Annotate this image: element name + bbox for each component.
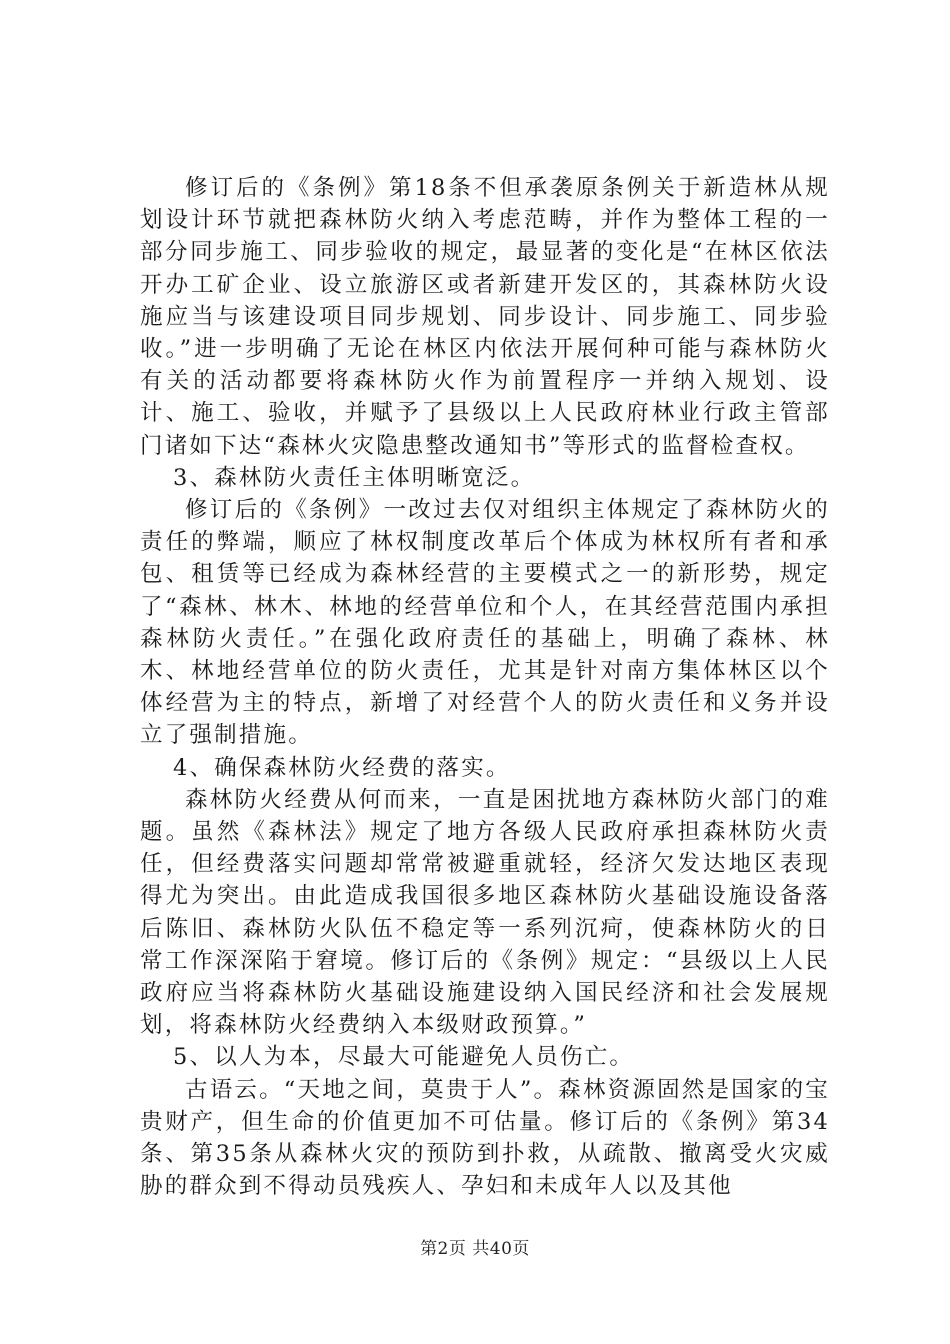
page-number-footer: 第2页 共40页 xyxy=(420,1239,530,1259)
paragraph: 修订后的《条例》一改过去仅对组织主体规定了森林防火的责任的弊端，顺应了林权制度改革后个体成为林权所有者和承包、租赁等已经成为森林经营的主要模式之一的新形势，规定了“森林、林木、林地的经营单位和个人，在其经营范围内承担森林防火责任。”在强化政府责任的基础上，明确了森林、林木、林地经营单位的防火责任，尤其是针对南方集体林区以个体经营为主的特点，新增了对经营个人的防火责任和义务并设立了强制措施。 xyxy=(140,497,830,749)
section-heading: 5、以人为本，尽最大可能避免人员伤亡。 xyxy=(173,1044,635,1071)
section-heading: 3、森林防火责任主体明晰宽泛。 xyxy=(173,464,536,491)
paragraph: 森林防火经费从何而来，一直是困扰地方森林防火部门的难题。虽然《森林法》规定了地方各级人民政府承担森林防火责任，但经费落实问题却常常被避重就轻，经济欠发达地区表现得尤为突出。由此造成我国很多地区森林防火基础设施设备落后陈旧、森林防火队伍不稳定等一系列沉疴，使森林防火的日常工作深深陷于窘境。修订后的《条例》规定：“县级以上人民政府应当将森林防火基础设施建设纳入国民经济和社会发展规划，将森林防火经费纳入本级财政预算。” xyxy=(140,786,830,1039)
paragraph: 修订后的《条例》第18条不但承袭原条例关于新造林从规划设计环节就把森林防火纳入考虑范畴，并作为整体工程的一部分同步施工、同步验收的规定，最显著的变化是“在林区依法开办工矿企业、设立旅游区或者新建开发区的，其森林防火设施应当与该建设项目同步规划、同步设计、同步施工、同步验收。”进一步明确了无论在林区内依法开展何种可能与森林防火有关的活动都要将森林防火作为前置程序一并纳入规划、设计、施工、验收，并赋予了县级以上人民政府林业行政主管部门诸如下达“森林火灾隐患整改通知书”等形式的监督检查权。 xyxy=(140,175,830,459)
paragraph: 古语云。“天地之间，莫贵于人”。森林资源固然是国家的宝贵财产，但生命的价值更加不可估量。修订后的《条例》第34条、第35条从森林火灾的预防到扑救，从疏散、撤离受火灾威胁的群众到不得动员残疾人、孕妇和未成年人以及其他 xyxy=(140,1076,830,1200)
document-body xyxy=(140,172,830,1203)
section-heading: 4、确保森林防火经费的落实。 xyxy=(173,754,511,781)
